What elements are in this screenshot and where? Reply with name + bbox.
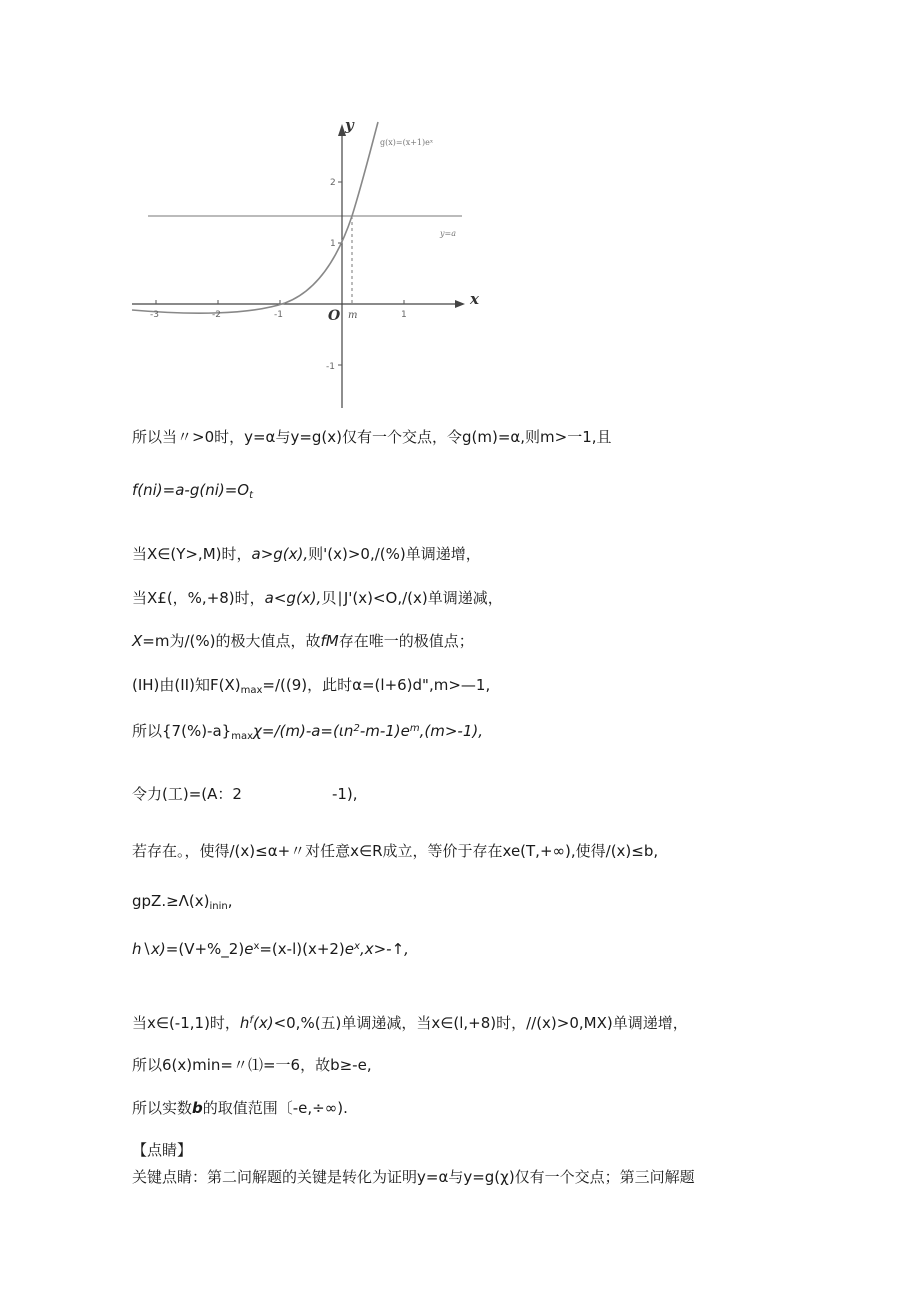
text-line-12-sup: f	[249, 1015, 253, 1026]
text-line-7b: χ=/(m)-a=(ιn	[253, 722, 354, 740]
text-line-10	[132, 891, 233, 917]
text-line-5b: =m为/(%)的极大值点，故	[142, 632, 321, 650]
y-tick-2: 2	[330, 178, 336, 188]
text-line-11c: e	[244, 940, 254, 958]
text-line-11-sup2: x	[354, 941, 360, 952]
text-line-5c: fM	[320, 632, 339, 650]
text-line-6-sub: max	[240, 685, 263, 696]
text-line-11b: =(V+%_2)	[165, 940, 245, 958]
text-line-4c: 贝∣J'(x)<O,/(x)单调递减，	[321, 589, 503, 607]
text-line-7c: -m-1)e	[359, 722, 410, 740]
text-line-10-sub: inin	[209, 901, 228, 912]
text-line-14a: 所以实数	[132, 1099, 193, 1117]
text-line-10a: gpZ.≥Λ(x)	[132, 892, 210, 910]
text-line-6a: (IH)由(II)知F(X)	[132, 676, 241, 694]
x-tick-neg1: -1	[274, 310, 283, 320]
text-line-5d: 存在唯一的极值点；	[338, 632, 474, 650]
text-line-11	[132, 937, 409, 959]
text-line-12d: <0,%(五)单调递减，当x∈(l,+8)时，//(x)>0,MX)单调递增，	[273, 1014, 688, 1032]
text-line-7-sup2: m	[409, 723, 420, 734]
section-heading-dianjing: 【点睛】	[132, 1141, 193, 1159]
curve-g	[132, 122, 378, 313]
text-line-10b: ,	[227, 892, 233, 910]
curve-label: g(x)=(x+1)eˣ	[380, 138, 434, 147]
text-line-12b: h	[239, 1014, 250, 1032]
text-line-2	[132, 480, 253, 506]
text-line-3a: 当X∈(Y>,M)时，	[132, 545, 252, 563]
text-line-11f: ,x>-↑,	[359, 940, 409, 958]
text-line-1: 所以当〃>0时，y=α与y=g(x)仅有一个交点，令g(m)=α,则m>一1,且	[132, 428, 612, 446]
text-line-8a: 令力(工)=(A：2	[132, 785, 242, 803]
text-line-5	[132, 631, 474, 651]
text-line-6	[132, 675, 490, 701]
text-line-7	[132, 719, 483, 747]
text-line-2-formula: f(ni)=a-g(ni)=O	[132, 481, 250, 499]
text-line-5a: X	[132, 632, 143, 650]
text-line-9: 若存在。，使得/(x)≤α+〃对任意x∈R成立，等价于存在xe(T,+∞),使得∕(x)≤b,	[132, 842, 659, 860]
text-line-12c: (x)	[252, 1014, 274, 1032]
text-line-14c: 的取值范围〔-e,÷∞).	[202, 1099, 348, 1117]
text-line-12	[132, 1011, 688, 1033]
x-tick-neg2: -2	[212, 310, 221, 320]
text-line-4a: 当X£(，%,+8)时，	[132, 589, 265, 607]
text-line-4	[132, 588, 503, 608]
x-axis-arrow	[455, 300, 465, 308]
m-label: m	[348, 310, 358, 321]
x-tick-neg3: -3	[150, 310, 159, 320]
text-line-8	[132, 784, 358, 804]
text-line-14b: b	[192, 1099, 203, 1117]
y-axis-label: y	[345, 116, 354, 134]
text-line-11a: h∖x)	[132, 940, 166, 958]
text-line-2-sub: t	[249, 490, 254, 501]
text-line-11-sup: x	[253, 941, 260, 952]
x-axis-label: x	[470, 290, 479, 308]
function-graph	[130, 112, 480, 412]
text-line-13: 所以6(x)min=〃⑴=一6，故b≥-e,	[132, 1056, 372, 1074]
text-line-6b: =/((9)，此时α=(l+6)d",m>—1,	[262, 676, 491, 694]
text-line-3b: a>g(x),	[251, 545, 309, 563]
text-line-12a: 当x∈(-1,1)时，	[132, 1014, 240, 1032]
x-tick-1: 1	[401, 310, 407, 320]
y-tick-neg1: -1	[326, 362, 335, 372]
text-line-3	[132, 544, 481, 564]
text-line-3c: 则'(x)>0,/(%)单调递增，	[308, 545, 481, 563]
text-line-4b: a<g(x),	[264, 589, 322, 607]
text-line-7d: ,(m>-1),	[419, 722, 484, 740]
text-line-7-sub: max	[231, 731, 253, 742]
text-line-14	[132, 1098, 348, 1118]
text-line-8b: -1),	[331, 785, 358, 803]
text-line-11d: =(x-l)(x+2)	[259, 940, 345, 958]
line-label: y=a	[440, 229, 456, 238]
text-line-11e: e	[344, 940, 355, 958]
text-line-7-sup: 2	[353, 723, 360, 734]
origin-label: O	[328, 308, 341, 324]
text-line-16: 关键点睛：第二问解题的关键是转化为证明y=α与y=g(χ)仅有一个交点；第三问解题	[132, 1168, 695, 1186]
y-tick-1: 1	[330, 239, 336, 249]
text-line-7a: 所以{7(%)-a}	[132, 722, 232, 740]
